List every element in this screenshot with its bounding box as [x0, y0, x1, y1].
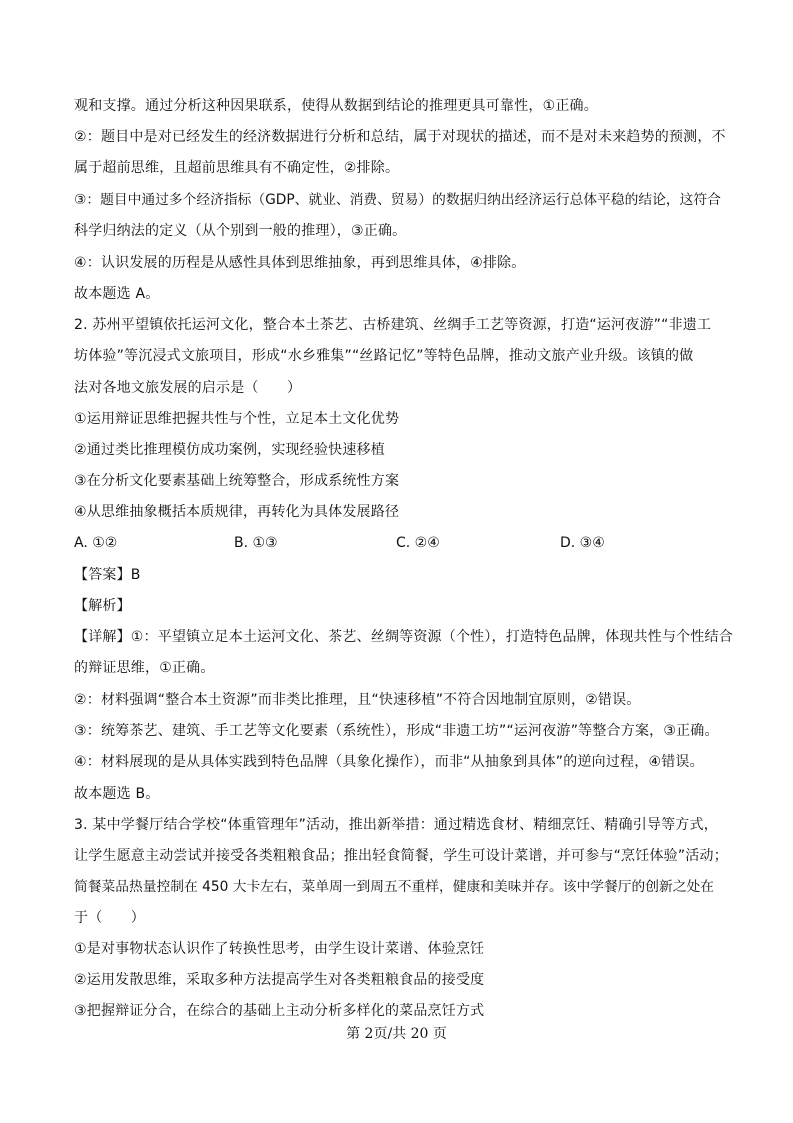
question-2-stem: 法对各地文旅发展的启示是（ ） [74, 380, 302, 396]
question-3-stem: 让学生愿意主动尝试并接受各类粗粮食品；推出轻食简餐，学生可设计菜谱，并可参与“烹饪体验”活动； [74, 848, 728, 864]
option-d: D. ③④ [560, 535, 605, 551]
question-3-stem: 于（ ） [74, 910, 145, 926]
question-2-statement: ③在分析文化要素基础上统筹整合，形成系统性方案 [74, 473, 400, 489]
text-line: ②：题目中是对已经发生的经济数据进行分析和总结，属于对现状的描述，而不是对未来趋势的预测，不 [74, 129, 726, 145]
detail-line: 故本题选 B。 [74, 786, 160, 802]
text-line: 科学归纳法的定义（从个别到一般的推理），③正确。 [74, 223, 407, 239]
question-2-statement: ①运用辩证思维把握共性与个性，立足本土文化优势 [74, 411, 400, 427]
detail-line: ②：材料强调“整合本土资源”而非类比推理，且“快速移植”不符合因地制宜原则，②错误。 [74, 692, 641, 708]
question-3-stem: 3. 某中学餐厅结合学校“体重管理年”活动，推出新举措：通过精选食材、精细烹饪、精确引导等方式， [74, 817, 718, 833]
text-line: ③：题目中通过多个经济指标（GDP、就业、消费、贸易）的数据归纳出经济运行总体平稳的结论，这符合 [74, 192, 721, 208]
text-line: 属于超前思维，且超前思维具有不确定性，②排除。 [74, 160, 400, 176]
question-2-stem: 坊体验”等沉浸式文旅项目，形成“水乡雅集”“丝路记忆”等特色品牌，推动文旅产业升级。该镇的做 [74, 348, 694, 364]
text-line: 观和支撑。通过分析这种因果联系，使得从数据到结论的推理更具可靠性，①正确。 [74, 98, 598, 114]
option-b: B. ①③ [234, 535, 278, 551]
analysis-label: 【解析】 [74, 598, 131, 614]
question-2-statement: ④从思维抽象概括本质规律，再转化为具体发展路径 [74, 504, 400, 520]
detail-line: 的辩证思维，①正确。 [74, 660, 215, 676]
detail-line: 【详解】①：平望镇立足本土运河文化、茶艺、丝绸等资源（个性），打造特色品牌，体现共性与个性结合 [74, 629, 733, 645]
question-2-stem: 2. 苏州平望镇依托运河文化，整合本土茶艺、古桥建筑、丝绸手工艺等资源，打造“运河夜游”“非遗工 [74, 317, 712, 333]
option-a: A. ①② [74, 535, 118, 551]
question-3-statement: ②运用发散思维，采取多种方法提高学生对各类粗粮食品的接受度 [74, 972, 485, 988]
page-number: 第 2页/共 20 页 [346, 1026, 447, 1042]
detail-line: ④：材料展现的是从具体实践到特色品牌（具象化操作），而非“从抽象到具体”的逆向过程，④错误。 [74, 754, 704, 770]
text-line: ④：认识发展的历程是从感性具体到思维抽象，再到思维具体，④排除。 [74, 255, 526, 271]
text-line: 故本题选 A。 [74, 286, 160, 302]
question-3-statement: ①是对事物状态认识作了转换性思考，由学生设计菜谱、体验烹饪 [74, 941, 485, 957]
answer-label: 【答案】B [74, 567, 141, 583]
question-3-stem: 简餐菜品热量控制在 450 大卡左右，菜单周一到周五不重样，健康和美味并存。该中学餐厅的创新之处在 [74, 879, 714, 895]
option-c: C. ②④ [396, 535, 440, 551]
question-2-statement: ②通过类比推理模仿成功案例，实现经验快速移植 [74, 442, 385, 458]
question-2-options [74, 534, 724, 552]
detail-line: ③：统筹茶艺、建筑、手工艺等文化要素（系统性），形成“非遗工坊”“运河夜游”等整合方案，③正确。 [74, 723, 719, 739]
question-3-statement: ③把握辩证分合，在综合的基础上主动分析多样化的菜品烹饪方式 [74, 1003, 485, 1019]
